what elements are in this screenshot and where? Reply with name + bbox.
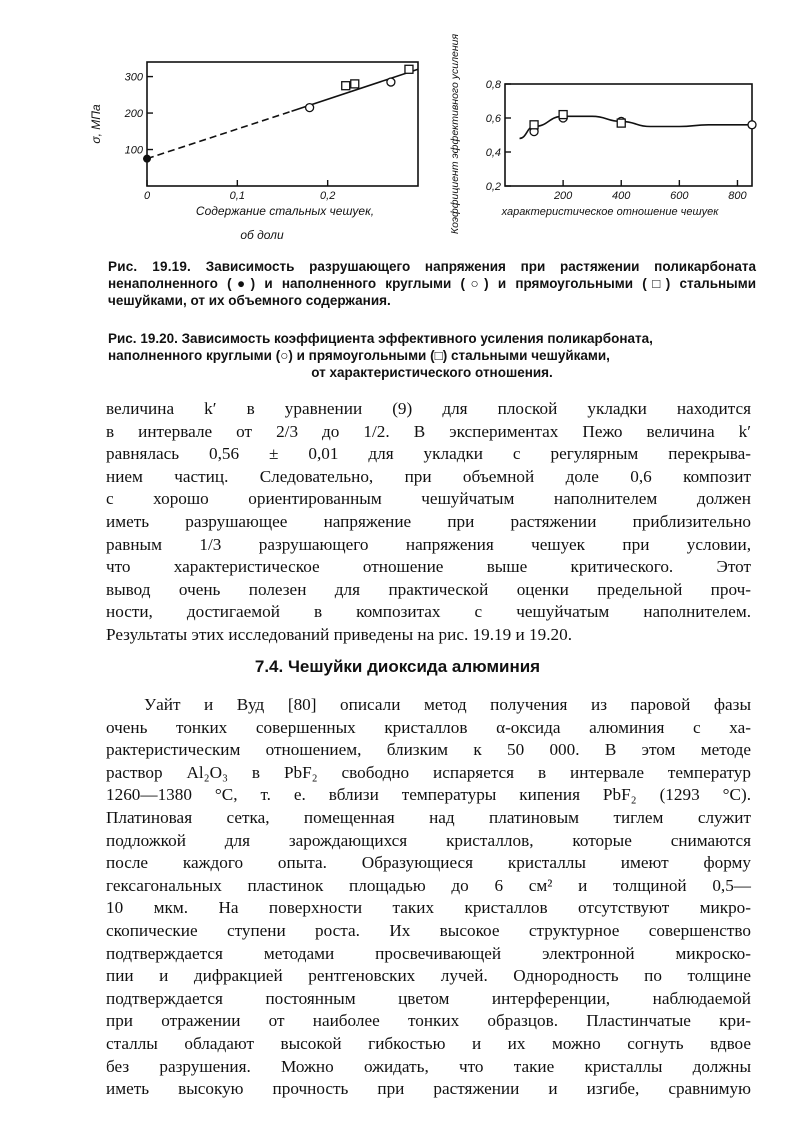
caption-label: Рис. 19.19. <box>108 259 192 274</box>
text-line: вывод очень полезен для практической оценки предельной проч- <box>106 579 751 599</box>
plot-frame <box>147 62 418 186</box>
text-line: пии и дифракцией рентгеновских лучей. Однородность по толщине <box>106 966 751 986</box>
text-line: без разрушения. Можно ожидать, что такие кристаллы должны <box>106 1056 751 1076</box>
section-heading: 7.4. Чешуйки диоксида алюминия <box>254 657 541 676</box>
text-line: Результаты этих исследований приведены на рис. 19.19 и 19.20. <box>106 624 573 644</box>
text-line: 1260—1380 °С, т. е. вблизи температуры кипения PbF₂ (1293 °С). <box>106 785 751 805</box>
caption-fig-19-19 <box>108 258 756 309</box>
data-point-square <box>342 82 350 90</box>
text-line: иметь разрушающее напряжение при растяжении приблизительно <box>106 511 751 531</box>
x-tick-label: 0,1 <box>229 190 245 202</box>
data-point-circle <box>306 104 314 112</box>
caption-line: от характеристического отношения. <box>311 365 553 380</box>
data-point-square <box>559 111 567 119</box>
text-line: величина k′ в уравнении (9) для плоской укладки находится <box>106 399 751 418</box>
data-point-square <box>530 121 538 129</box>
x-tick-label: 200 <box>553 190 573 202</box>
text-line: Уайт и Вуд [80] описали метод получения из паровой фазы <box>144 695 751 714</box>
caption-text: Зависимость разрушающего напряжения при растяжении поликарбоната ненаполненного (●) и наполненного круглыми (○) и прямоугольными (□) стальными чешуйками, от их объемного содержания. <box>108 259 756 308</box>
text-line: в интервале от 2/3 до 1/2. В экспериментах Пежо величина k′ <box>106 421 751 441</box>
text-line: равным 1/3 разрушающего напряжения чешуек при условии, <box>106 534 751 554</box>
data-point-square <box>351 80 359 88</box>
text-line: гексагональных пластинок площадью до 6 см² и толщиной 0,5— <box>106 875 751 895</box>
text-line: равнялась 0,56 ± 0,01 для укладки с регулярным перекрыва- <box>106 444 751 464</box>
text-line: 10 мкм. На поверхности таких кристаллов отсутствуют микро- <box>106 898 751 918</box>
x-tick-label: 600 <box>670 190 689 202</box>
x-axis-label: Содержание стальных чешуек, <box>195 204 375 218</box>
text-line: при отражении от наиболее тонких образцов. Пластинчатые кри- <box>106 1011 751 1031</box>
data-point-square <box>617 119 625 127</box>
text-line: скопические ступени роста. Их высокое структурное совершенство <box>106 920 751 940</box>
dashed-trend-line <box>147 111 292 158</box>
text-line: после каждого опыта. Образующиеся кристаллы имеют форму <box>106 853 751 873</box>
text-line: иметь высокую прочность при растяжении и изгибе, сравнимую <box>106 1079 751 1099</box>
y-tick-label: 200 <box>124 108 143 121</box>
text-line: рактеристическим отношением, близким к 50 000. В этом методе <box>106 740 751 760</box>
x-tick-label: 400 <box>612 190 631 202</box>
x-tick-label: 0,2 <box>320 190 336 202</box>
text-line: очень тонких совершенных кристаллов α-оксида алюминия с ха- <box>106 717 751 737</box>
y-tick-label: 300 <box>124 71 143 84</box>
y-tick-label: 0,4 <box>485 147 501 159</box>
fit-curve <box>520 116 752 138</box>
text-line: подтверждается постоянным цветом интерференции, наблюдаемой <box>106 988 751 1008</box>
y-tick-label: 0,2 <box>485 181 501 193</box>
text-line: ности, достигаемой в композитах с чешуйчатым наполнителем. <box>106 602 751 622</box>
text-line: что характеристическое отношение выше критического. Этот <box>106 557 751 577</box>
text-line: раствор Al₂O₃ в PbF₂ свободно испаряется в интервале температур <box>106 762 751 782</box>
y-tick-label: 0,8 <box>485 79 501 91</box>
text-line: Платиновая сетка, помещенная над платиновым тиглем служит <box>106 807 751 827</box>
y-tick-label: 0,6 <box>485 113 501 125</box>
y-tick-label: 100 <box>124 144 143 157</box>
paragraph-2 <box>106 694 751 1101</box>
text-line: подложкой для зарождающихся кристаллов, которые снимаются <box>106 830 751 850</box>
data-point-circle <box>748 121 756 129</box>
caption-line: наполненного круглыми (○) и прямоугольными (□) стальными чешуйками, <box>108 348 610 363</box>
figure-area <box>0 0 795 250</box>
text-line: с хорошо ориентированным чешуйчатым наполнителем должен <box>106 489 751 509</box>
text-line: нием частиц. Следовательно, при объемной доле 0,6 композит <box>106 466 751 486</box>
y-axis-label: Коэффициент эффективного усиления <box>449 33 461 235</box>
data-point-square <box>405 65 413 73</box>
plot-frame <box>505 84 752 186</box>
x-tick-label: 800 <box>728 190 747 202</box>
text-line: подтверждается методами просвечивающей электронной микроско- <box>106 943 751 963</box>
caption-line: Рис. 19.20. Зависимость коэффициента эффективного усиления поликарбоната, <box>108 331 653 346</box>
x-tick-label: 0 <box>143 190 151 202</box>
x-axis-label-units: об доли <box>240 228 284 242</box>
caption-fig-19-20 <box>108 330 756 381</box>
x-axis-label: характеристическое отношение чешуек <box>501 206 719 218</box>
text-line: сталлы обладают высокой гибкостью и их можно согнуть вдвое <box>106 1033 751 1053</box>
y-axis-label: σ, МПа <box>89 104 103 144</box>
figure-svg <box>0 0 795 250</box>
paragraph-1 <box>106 398 751 647</box>
data-point-circle <box>387 78 395 86</box>
data-point-filled-circle <box>143 155 151 163</box>
